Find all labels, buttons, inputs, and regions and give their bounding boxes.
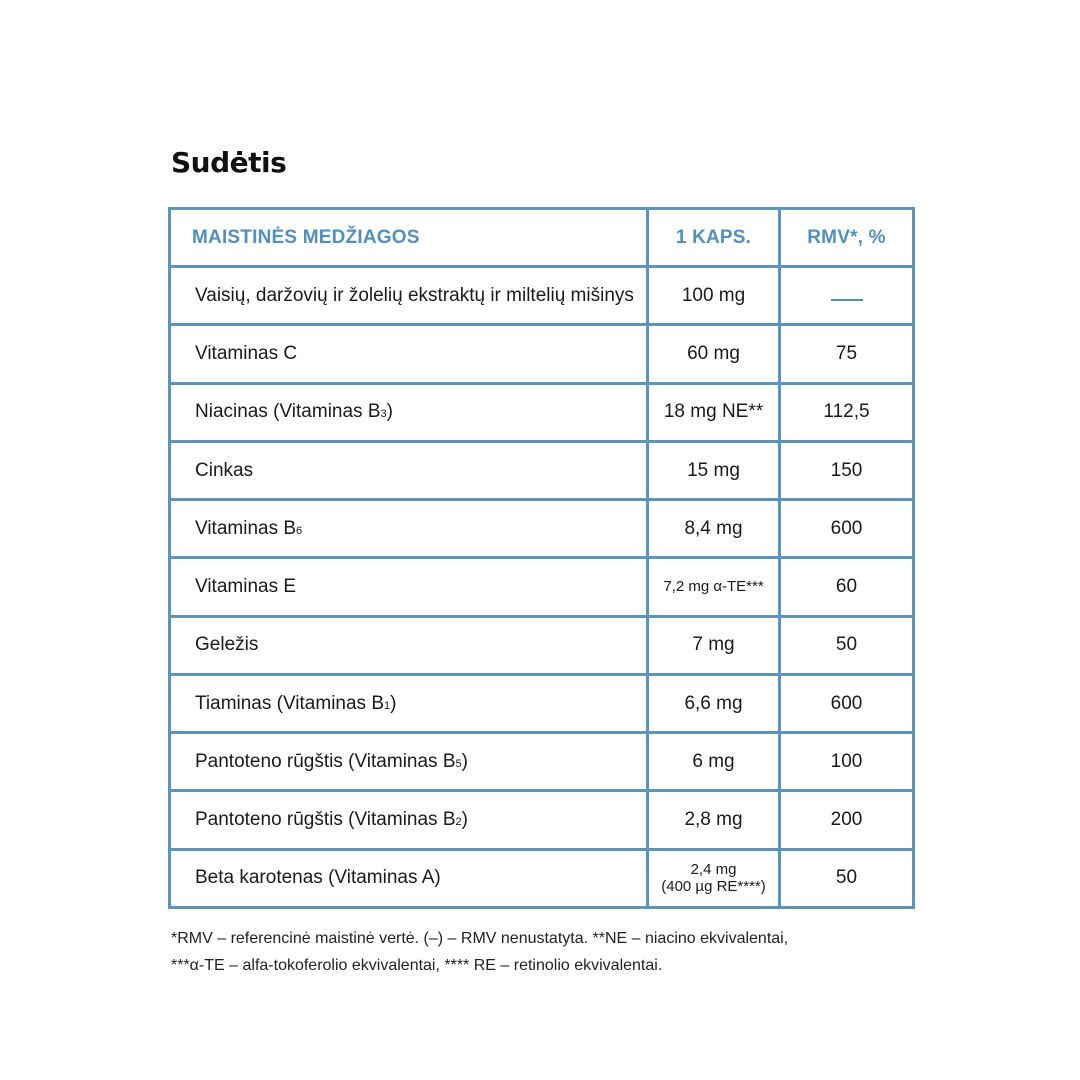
nutrient-name: Vitaminas C <box>170 325 648 383</box>
rmv-value: 600 <box>780 500 914 558</box>
amount-per-capsule <box>648 849 780 907</box>
amount-line2: (400 µg RE****) <box>661 878 766 896</box>
amount-per-capsule: 7,2 mg α-TE*** <box>648 558 780 616</box>
footnote-line1: *RMV – referencinė maistinė vertė. (–) – RMV nenustatyta. **NE – niacino ekvivalentai, <box>171 930 789 947</box>
rmv-value <box>780 267 914 325</box>
rmv-value: 50 <box>780 616 914 674</box>
amount-per-capsule: 6 mg <box>648 733 780 791</box>
nutrient-name: Cinkas <box>170 441 648 499</box>
nutrient-name: Vitaminas E <box>170 558 648 616</box>
composition-table <box>168 207 915 909</box>
table-row <box>170 383 914 441</box>
amount-per-capsule: 15 mg <box>648 441 780 499</box>
nutrient-name: Tiaminas (Vitaminas B1) <box>170 674 648 732</box>
rmv-value: 50 <box>780 849 914 907</box>
amount-per-capsule: 18 mg NE** <box>648 383 780 441</box>
table-row <box>170 733 914 791</box>
header-per-capsule: 1 KAPS. <box>648 209 780 267</box>
rmv-value: 60 <box>780 558 914 616</box>
not-set-dash <box>831 299 863 301</box>
header-rmv: RMV*, % <box>780 209 914 267</box>
table-row <box>170 616 914 674</box>
table-row <box>170 791 914 849</box>
nutrient-name: Niacinas (Vitaminas B3) <box>170 383 648 441</box>
nutrient-name: Pantoteno rūgštis (Vitaminas B5) <box>170 733 648 791</box>
header-nutrients: MAISTINĖS MEDŽIAGOS <box>170 209 648 267</box>
rmv-value: 100 <box>780 733 914 791</box>
rmv-value: 75 <box>780 325 914 383</box>
table-row <box>170 849 914 907</box>
amount-line1: 2,4 mg <box>690 861 737 879</box>
table-row <box>170 267 914 325</box>
nutrient-name: Geležis <box>170 616 648 674</box>
footnote-line2: ***α-TE – alfa-tokoferolio ekvivalentai, **** RE – retinolio ekvivalentai. <box>171 957 663 974</box>
table-row <box>170 558 914 616</box>
rmv-value: 150 <box>780 441 914 499</box>
amount-per-capsule: 6,6 mg <box>648 674 780 732</box>
table-header-row <box>170 209 914 267</box>
table-row <box>170 500 914 558</box>
amount-per-capsule: 2,8 mg <box>648 791 780 849</box>
amount-per-capsule: 100 mg <box>648 267 780 325</box>
rmv-value: 112,5 <box>780 383 914 441</box>
nutrient-name: Vaisių, daržovių ir žolelių ekstraktų ir miltelių mišinys <box>170 267 648 325</box>
nutrient-name: Pantoteno rūgštis (Vitaminas B2) <box>170 791 648 849</box>
nutrient-name: Beta karotenas (Vitaminas A) <box>170 849 648 907</box>
table-row <box>170 325 914 383</box>
amount-per-capsule: 60 mg <box>648 325 780 383</box>
table-row <box>170 674 914 732</box>
page-title: Sudėtis <box>171 146 287 179</box>
amount-per-capsule: 8,4 mg <box>648 500 780 558</box>
nutrient-name: Vitaminas B6 <box>170 500 648 558</box>
rmv-value: 200 <box>780 791 914 849</box>
amount-per-capsule: 7 mg <box>648 616 780 674</box>
footnote <box>171 925 931 979</box>
table-row <box>170 441 914 499</box>
rmv-value: 600 <box>780 674 914 732</box>
